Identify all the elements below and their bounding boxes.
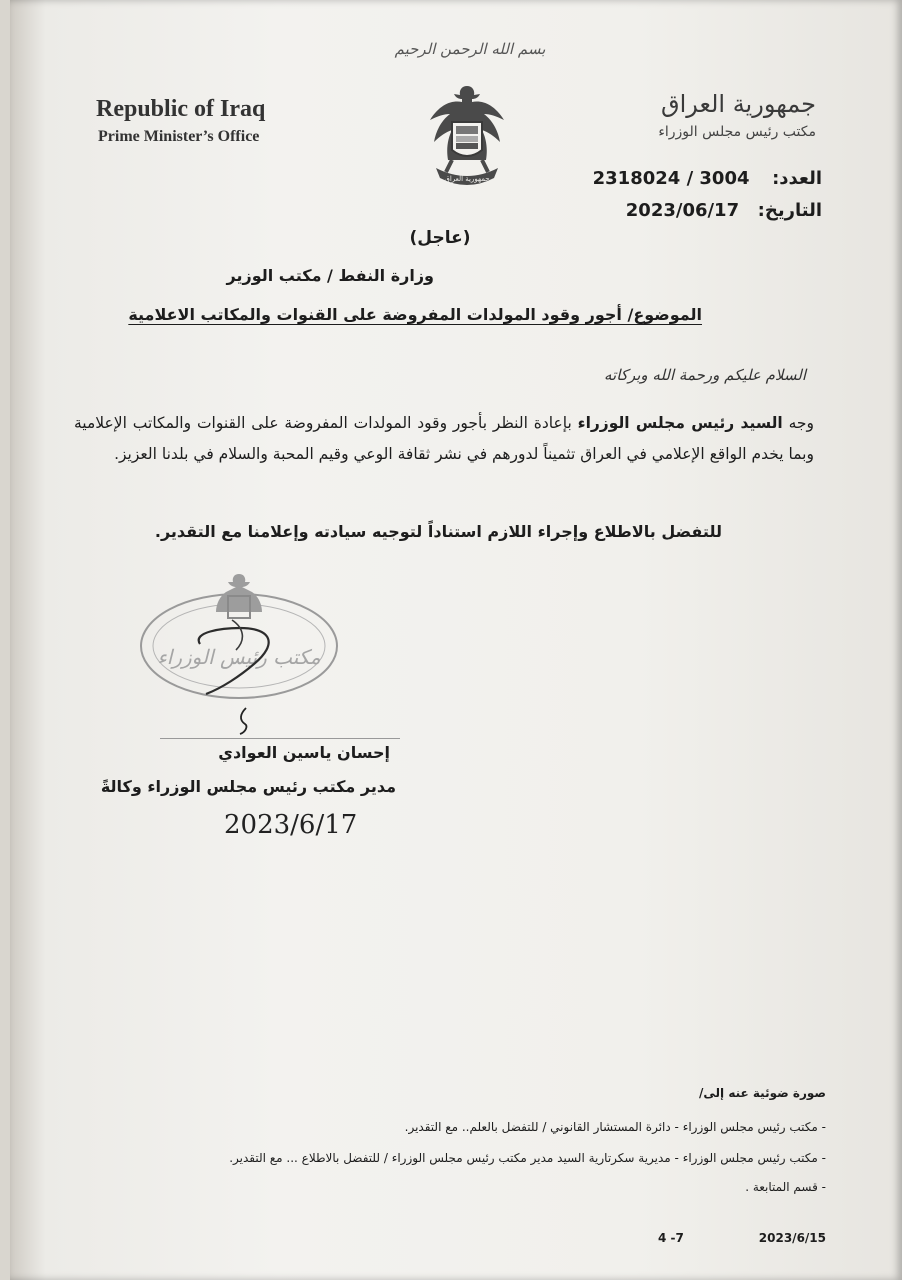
cc-item: - قسم المتابعة . [745,1180,826,1194]
svg-text:جمهورية العراق: جمهورية العراق [444,175,490,183]
body-prefix: وجه [782,414,814,432]
en-office-title: Prime Minister’s Office [98,128,260,145]
document-page [10,0,902,1280]
footer-date: 2023/6/15 [758,1231,826,1245]
basmala: بسم الله الرحمن الرحيم [394,40,546,58]
recipient: وزارة النفط / مكتب الوزير [226,266,434,285]
en-country-title: Republic of Iraq [96,96,266,122]
closing-line: للتفضل بالاطلاع وإجراء اللازم استناداً لتوجيه سيادته وإعلامنا مع التقدير. [154,522,722,541]
signer-title: مدير مكتب رئيس مجلس الوزراء وكالةً [100,777,396,796]
ar-office-title: مكتب رئيس مجلس الوزراء [658,124,816,140]
cc-item: - مكتب رئيس مجلس الوزراء - دائرة المستشار القانوني / للتفضل بالعلم.. مع التقدير. [404,1120,826,1134]
signature-mark-icon [236,706,250,736]
ref-label: العدد: [772,168,822,189]
signer-name: إحسان ياسين العوادي [218,743,390,762]
body-bold: السيد رئيس مجلس الوزراء [577,414,783,432]
signature-line [160,738,400,739]
letter-body [74,408,814,470]
office-stamp-icon [136,566,342,716]
svg-text:مكتب رئيس الوزراء: مكتب رئيس الوزراء [157,645,321,669]
reference-number [593,168,822,189]
footer-code: 4 -7 [658,1231,684,1245]
handwritten-date: 2023/6/17 [224,810,358,840]
greeting: السلام عليكم ورحمة الله وبركاته [604,366,806,384]
body-text: بإعادة النظر بأجور وقود المولدات المفروضة على القنوات والمكاتب الإعلامية وبما يخدم الواقع الإعلامي في العراق تثميناً لدورهم في نشر ثقافة الوعي وقيم المحبة والسلام في بلدنا العزيز. [74,414,814,463]
iraq-eagle-emblem-icon [422,80,512,200]
document-date [626,200,822,221]
cc-item: - مكتب رئيس مجلس الوزراء - مديرية سكرتارية السيد مدير مكتب رئيس مجلس الوزراء / للتفضل بالاطلاع ... مع التقدير. [229,1151,826,1165]
cc-title: صورة ضوئية عنه إلى/ [699,1086,826,1100]
date-value: 2023/06/17 [625,200,740,221]
subject-line: الموضوع/ أجور وقود المولدات المفروضة على القنوات والمكاتب الاعلامية [128,305,702,324]
date-label: التاريخ: [757,200,822,221]
urgent-label: (عاجل) [409,228,471,248]
ref-value: 2318024 / 3004 [592,168,750,189]
ar-country-title: جمهورية العراق [660,90,816,118]
